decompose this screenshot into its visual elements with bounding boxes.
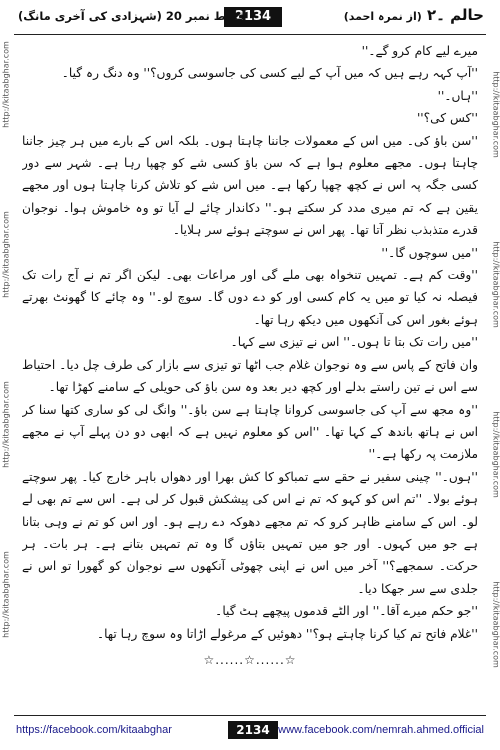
paragraph: ''وقت کم ہے۔ تمہیں تنخواہ بھی ملے گی اور مراعات بھی۔ لیکن اگر تم نے آج رات تک فیصلہ نہ کیا تو میں یہ کام کسی اور کو دے دوں گا۔ سوچ لو۔'' وہ چائے کا گھونٹ بھرتے ہوئے بغور اس کی آنکھوں میں دیکھ رہا تھا۔ — [22, 268, 478, 327]
author-text: (از نمرہ احمد) — [343, 10, 422, 23]
paragraph: میرے لیے کام کرو گے۔'' — [361, 44, 478, 58]
paragraph: ''ہوں۔'' چینی سفیر نے حقے سے تمباکو کا کش بھرا اور دھواں باہر خارج کیا۔ پھر سوچتے ہوئے بولا۔ ''تم اس کو کہو کہ تم نے اس کی پیشکش قبول کر لی ہے۔ اس سے تم بھی لے لو۔ اس کے سامنے ظاہر کرو کہ تم مجھے دھوکہ دے رہے ہو۔ اور اس کو تم نے وہی بتانا ہے جو میں کہوں۔ اور جو میں تمہیں بتاؤں گا وہ تم تمہیں بتانے ہے۔ ہر بات۔ ہر حرکت۔ سمجھے؟'' آخر میں اس نے اپنی چھوٹی آنکھوں سے نوجوان کو گھورا تو اس نے جلدی سے سر جھکا دیا۔ — [22, 469, 478, 596]
footer-page-number: 2134 — [228, 721, 278, 739]
side-url-left[interactable]: http://kitaabghar.com — [1, 41, 11, 128]
side-url-left[interactable]: http://kitaabghar.com — [1, 211, 11, 298]
side-url-right[interactable]: http://kitaabghar.com — [491, 411, 500, 498]
side-url-left[interactable]: http://kitaabghar.com — [1, 381, 11, 468]
side-url-right[interactable]: http://kitaabghar.com — [491, 581, 500, 668]
paragraph: ''ہاں۔'' — [437, 88, 478, 103]
side-url-left[interactable]: http://kitaabghar.com — [1, 551, 11, 638]
paragraph: وان فاتح کے پاس سے وہ نوجوان غلام جب اٹھا تو تیزی سے بازار کی طرف چل دیا۔ احتیاط سے اس نے تین راستے بدلے اور کچھ دیر بعد وہ سن باؤ کی حویلی کے سامنے کھڑا تھا۔ — [22, 357, 478, 395]
paragraph: ''میں سوچوں گا۔'' — [381, 245, 478, 260]
side-url-right[interactable]: http://kitaabghar.com — [491, 241, 500, 328]
paragraph: ''غلام فاتح تم کیا کرنا چاہتے ہو؟'' دھوئیں کے مرغولے اڑاتا وہ سوچ رہا تھا۔ — [96, 626, 478, 641]
novel-title — [344, 6, 484, 24]
novel-title-text: حالم ۔۲ — [426, 6, 484, 24]
paragraph: ''سن باؤ کی۔ میں اس کے معمولات جاننا چاہتا ہوں۔ بلکہ اس کے بارے میں ہر چیز جاننا چاہتا ہوں۔ مجھے معلوم ہوا ہے کہ سن باؤ کسی شے کو چھپا رہا ہے۔ شہر سے دور کسی جگہ پہ اس نے کچھ چھپا رکھا ہے۔ میں اس شے کو تلاش کرنا چاہتا ہوں اور مجھے یقین ہے کہ تم میری مدد کر سکتے ہو۔'' دکاندار چائے لے آیا تو وہ خاموش ہوا۔ نوجوان قدرے متذبذب نظر آتا تھا۔ پھر اس نے سوچتے ہوئے سر ہلایا۔ — [22, 133, 478, 238]
page-footer — [14, 715, 486, 744]
facebook-link-kitaabghar[interactable]: https://facebook.com/kitaabghar — [16, 724, 172, 736]
paragraph: ''آپ کہہ رہے ہیں کہ میں آپ کے لیے کسی کی جاسوسی کروں؟'' وہ دنگ رہ گیا۔ — [61, 66, 478, 81]
paragraph: ''جو حکم میرے آقا۔'' اور الٹے قدموں پیچھے ہٹ گیا۔ — [215, 604, 478, 619]
page-number-badge: 2134 — [224, 7, 282, 27]
side-url-right[interactable]: http://kitaabghar.com — [491, 71, 500, 158]
facebook-link-nemrah[interactable]: www.facebook.com/nemrah.ahmed.official — [278, 724, 484, 736]
episode-title: قسط نمبر 20 (شہزادی کی آخری مانگ) — [18, 9, 246, 23]
paragraph: ''میں رات تک بتا تا ہوں۔'' اس نے تیزی سے کہا۔ — [230, 335, 478, 350]
scene-break-stars: ☆......☆......☆ — [203, 652, 297, 667]
story-text — [22, 40, 478, 690]
paragraph: ''کس کی؟'' — [416, 111, 478, 126]
page-header — [14, 4, 486, 35]
paragraph: ''وہ مجھ سے آپ کی جاسوسی کروانا چاہتا ہے سن باؤ۔'' وانگ لی کو ساری کتھا سنا کر اس نے ہاتھ باندھ کے کہا تھا۔ ''اس کو معلوم نہیں ہے کہ ابھی دو دن پہلے آپ نے مجھے ملازمت پہ رکھا ہے۔'' — [22, 402, 478, 462]
